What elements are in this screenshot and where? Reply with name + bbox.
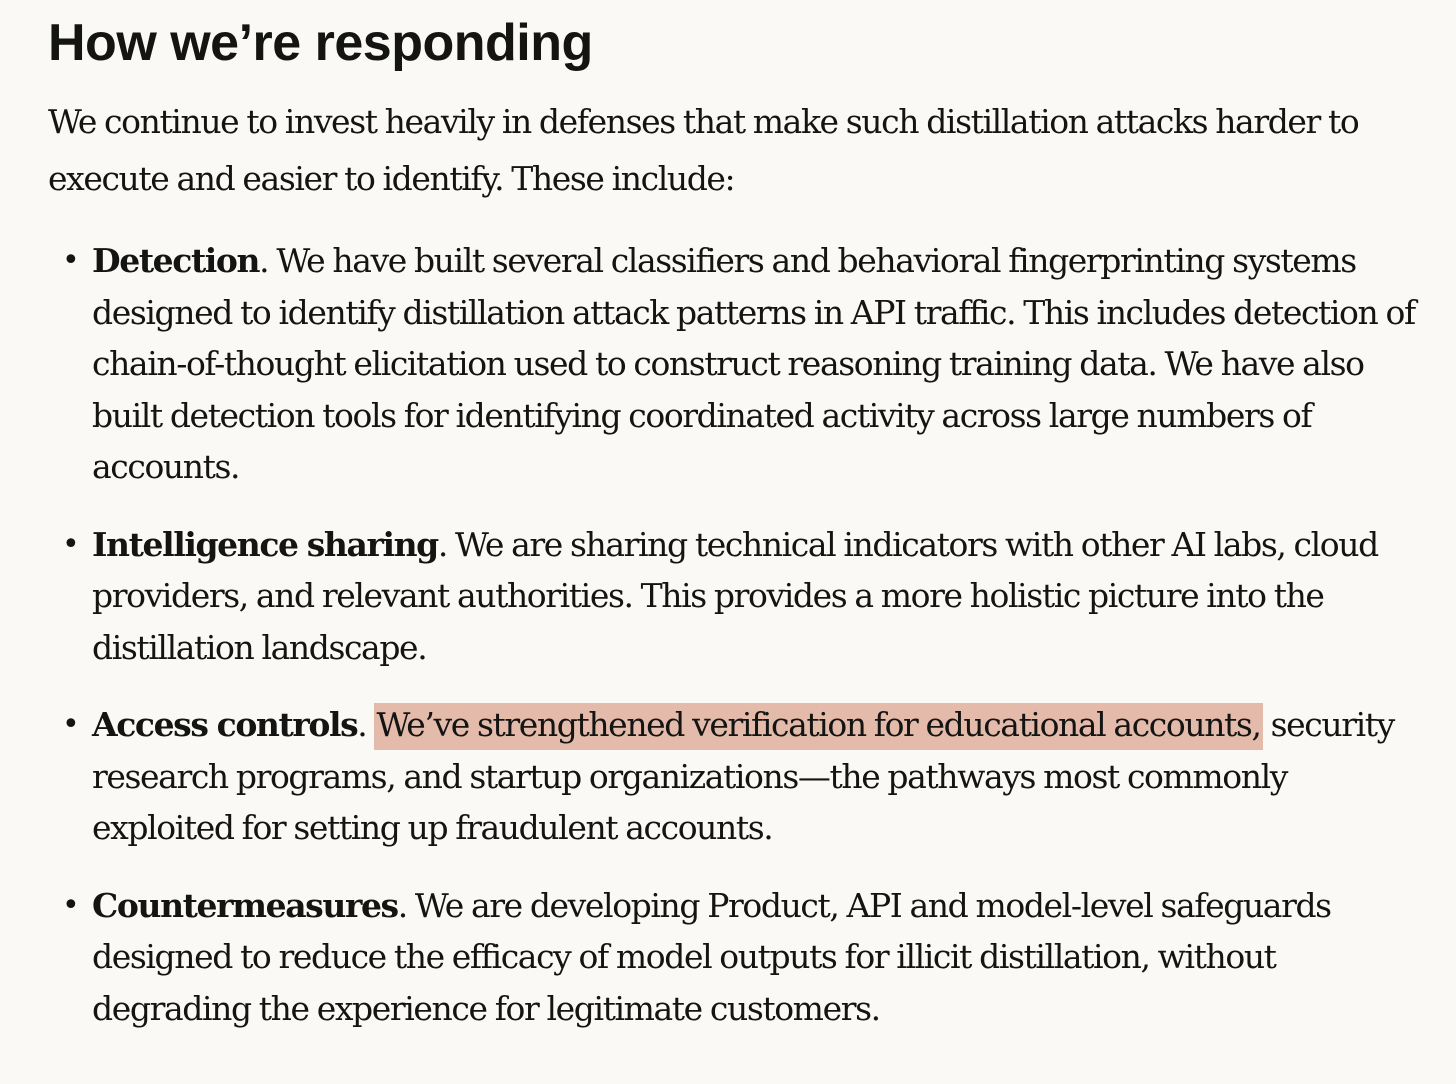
intro-paragraph: We continue to invest heavily in defenses that make such distillation attacks harder to execute and easier to identify. These include: xyxy=(48,102,1359,198)
item-separator: . xyxy=(357,705,375,744)
item-separator: . xyxy=(397,885,407,925)
item-text: security research programs, and startup organizations—the pathways most commonly exploited for setting up fraudulent accounts. xyxy=(92,705,1394,847)
list-item-intelligence-sharing xyxy=(48,519,1424,674)
item-term: Detection xyxy=(92,241,260,280)
item-text: We are sharing technical indicators with other AI labs, cloud providers, and relevant authorities. This provides a more holistic picture into the distillation landscape. xyxy=(92,524,1378,667)
bullet-icon: • xyxy=(62,243,80,278)
item-term: Countermeasures xyxy=(92,885,398,925)
item-text: We are developing Product, API and model-level safeguards designed to reduce the efficacy of model outputs for illicit distillation, without degrading the experience for legitimate customers. xyxy=(92,885,1331,1028)
item-text: We have built several classifiers and behavioral fingerprinting systems designed to identify distillation attack patterns in API traffic. This includes detection of chain-of-thought elicitation used to construct reasoning training data. We have also built detection tools for identifying coordinated activity across large numbers of accounts. xyxy=(92,241,1415,486)
list-item-access-controls xyxy=(48,699,1424,854)
item-term: Access controls xyxy=(92,705,358,744)
list-item-countermeasures xyxy=(48,880,1424,1035)
bullet-icon: • xyxy=(62,526,80,562)
item-separator: . xyxy=(259,241,269,280)
highlighted-text: We’ve strengthened verification for educational accounts, xyxy=(374,703,1262,750)
item-term: Intelligence sharing xyxy=(92,524,438,564)
bullet-icon: • xyxy=(62,887,80,923)
item-separator: . xyxy=(437,524,447,564)
list-item-detection xyxy=(48,235,1424,493)
bullet-icon: • xyxy=(62,707,80,742)
defenses-list xyxy=(48,235,1420,1034)
section-heading: How we’re responding xyxy=(48,14,593,72)
